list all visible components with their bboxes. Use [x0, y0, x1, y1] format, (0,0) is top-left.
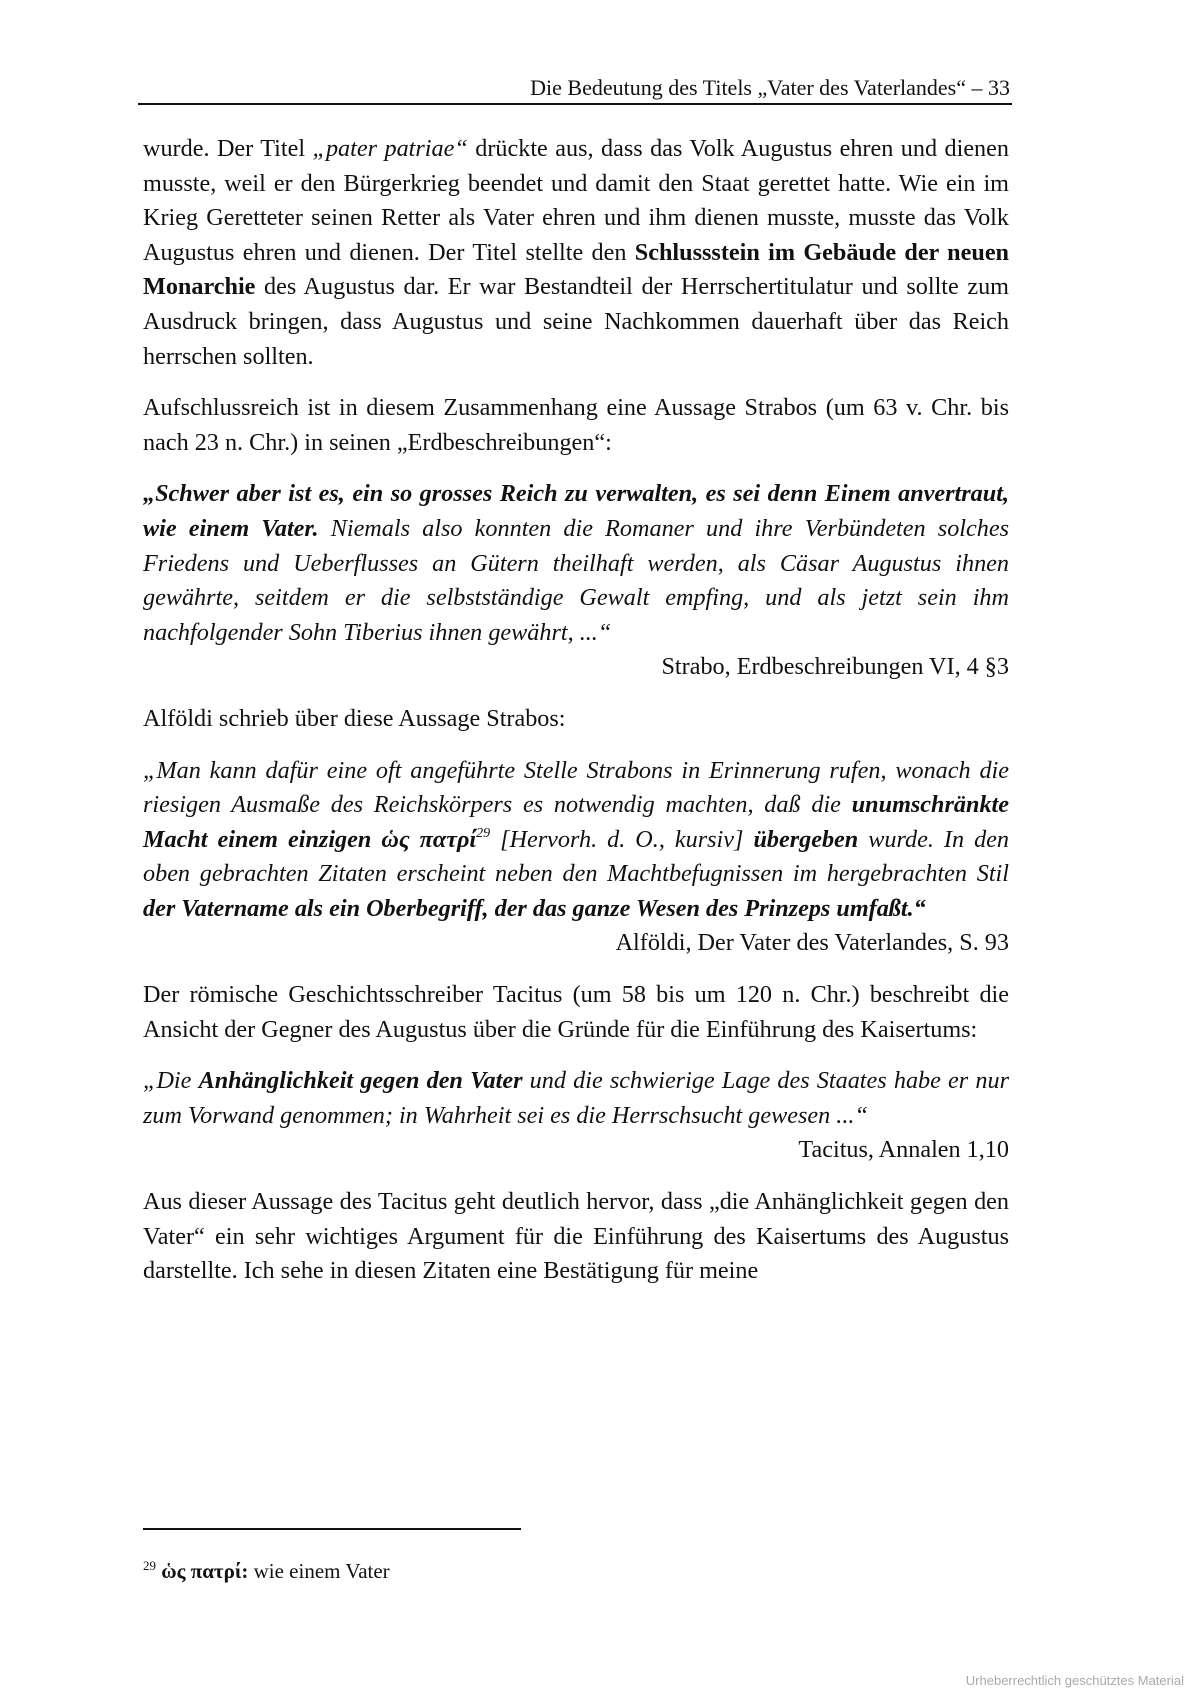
quote-source: Tacitus, Annalen 1,10: [798, 1136, 1009, 1164]
emphasis: Schlussstein im Gebäude der neuen Monarchie: [143, 238, 1010, 301]
footnote-29: [143, 1552, 390, 1585]
quote-text: „Man kann dafür eine oft angeführte Stelle Strabons in Erinnerung rufen, wonach die riesigen Ausmaße des Reichskörpers es notwendig machten, daß die: [143, 756, 1009, 819]
quote-text: [Hervorh. d. O., kursiv]: [490, 825, 754, 853]
copyright-watermark: Urheberrechtlich geschütztes Material: [965, 1673, 1184, 1688]
quote-source: Strabo, Erdbeschreibungen VI, 4 §3: [661, 653, 1009, 681]
quote-tacitus: [143, 1064, 1009, 1168]
latin-term: „pater patriae“: [312, 135, 468, 162]
header-rule: [138, 103, 1012, 105]
paragraph-4: Der römische Geschichtsschreiber Tacitus (um 58 bis um 120 n. Chr.) beschreibt die Ansicht der Gegner des Augustus über die Gründe für die Einführung des Kaisertums:: [143, 981, 1009, 1043]
quote-emphasis: Anhänglichkeit gegen den Vater: [198, 1067, 523, 1095]
footnote-rule: [143, 1528, 521, 1530]
paragraph-5: Aus dieser Aussage des Tacitus geht deutlich hervor, dass „die Anhänglichkeit gegen den Vater“ ein sehr wichtiges Argument für die Einführung des Kaisertums des Augustus darstellte. Ich sehe in diesen Zitaten eine Bestätigung für meine: [143, 1188, 1009, 1285]
quote-alfoldi: [143, 754, 1009, 962]
text: des Augustus dar. Er war Bestandteil der Herrschertitulatur und sollte zum Ausdruck bringen, dass Augustus und seine Nachkommen dauerhaft über das Reich herrschen sollten.: [143, 273, 1009, 370]
quote-emphasis: übergeben: [753, 825, 859, 853]
quote-text: Niemals also konnten die Romaner und ihre Verbündeten solches Friedens und Ueberflusses an Gütern theilhaft werden, als Cäsar Augustus ihnen gewährte, seitdem er die selbstständige Gewalt empfing, und als jetzt sein ihm nachfolgender Sohn Tiberius ihnen gewährt, ...“: [143, 514, 1009, 646]
footnote-number: 29: [143, 1558, 156, 1573]
quote-emphasis: der Vatername als ein Oberbegriff, der das ganze Wesen des Prinzeps umfaßt.“: [143, 894, 926, 922]
quote-text: wurde. In den oben gebrachten Zitaten erscheint neben den Machtbefugnissen im hergebrachten Stil: [143, 825, 1009, 888]
paragraph-2: Aufschlussreich ist in diesem Zusammenhang eine Aussage Strabos (um 63 v. Chr. bis nach 23 n. Chr.) in seinen „Erdbeschreibungen“:: [143, 394, 1009, 456]
quote-emphasis: „Schwer aber ist es, ein so grosses Reich zu verwalten, es sei denn Einem anvertraut, wie einem Vater.: [143, 480, 1009, 542]
text: wurde. Der Titel: [143, 135, 313, 162]
paragraph-3: Alföldi schrieb über diese Aussage Strabos:: [143, 704, 566, 732]
running-header: Die Bedeutung des Titels „Vater des Vaterlandes“ – 33: [530, 75, 1010, 100]
quote-emphasis: unumschränkte Macht einem einzigen ὡς πατρί: [143, 791, 1009, 853]
quote-strabo: [143, 477, 1009, 685]
page-body: [143, 132, 1009, 1306]
text: drückte aus, dass das Volk Augustus ehren und dienen musste, weil er den Bürgerkrieg beendet und damit den Staat gerettet hatte. Wie ein im Krieg Geretteter seinen Retter als Vater ehren und ihm dienen musste, musste das Volk Augustus ehren und dienen. Der Titel stellte den: [143, 135, 1009, 266]
footnote-term: ὡς πατρί:: [161, 1559, 249, 1583]
quote-text: und die schwierige Lage des Staates habe er nur zum Vorwand genommen; in Wahrheit sei es die Herrschsucht gewesen ...“: [143, 1067, 1009, 1129]
footnote-text: wie einem Vater: [248, 1559, 390, 1583]
paragraph-1: [143, 132, 1009, 374]
footnote-ref[interactable]: 29: [476, 825, 491, 841]
quote-text: „Die: [143, 1067, 199, 1095]
quote-source: Alföldi, Der Vater des Vaterlandes, S. 93: [615, 929, 1009, 957]
